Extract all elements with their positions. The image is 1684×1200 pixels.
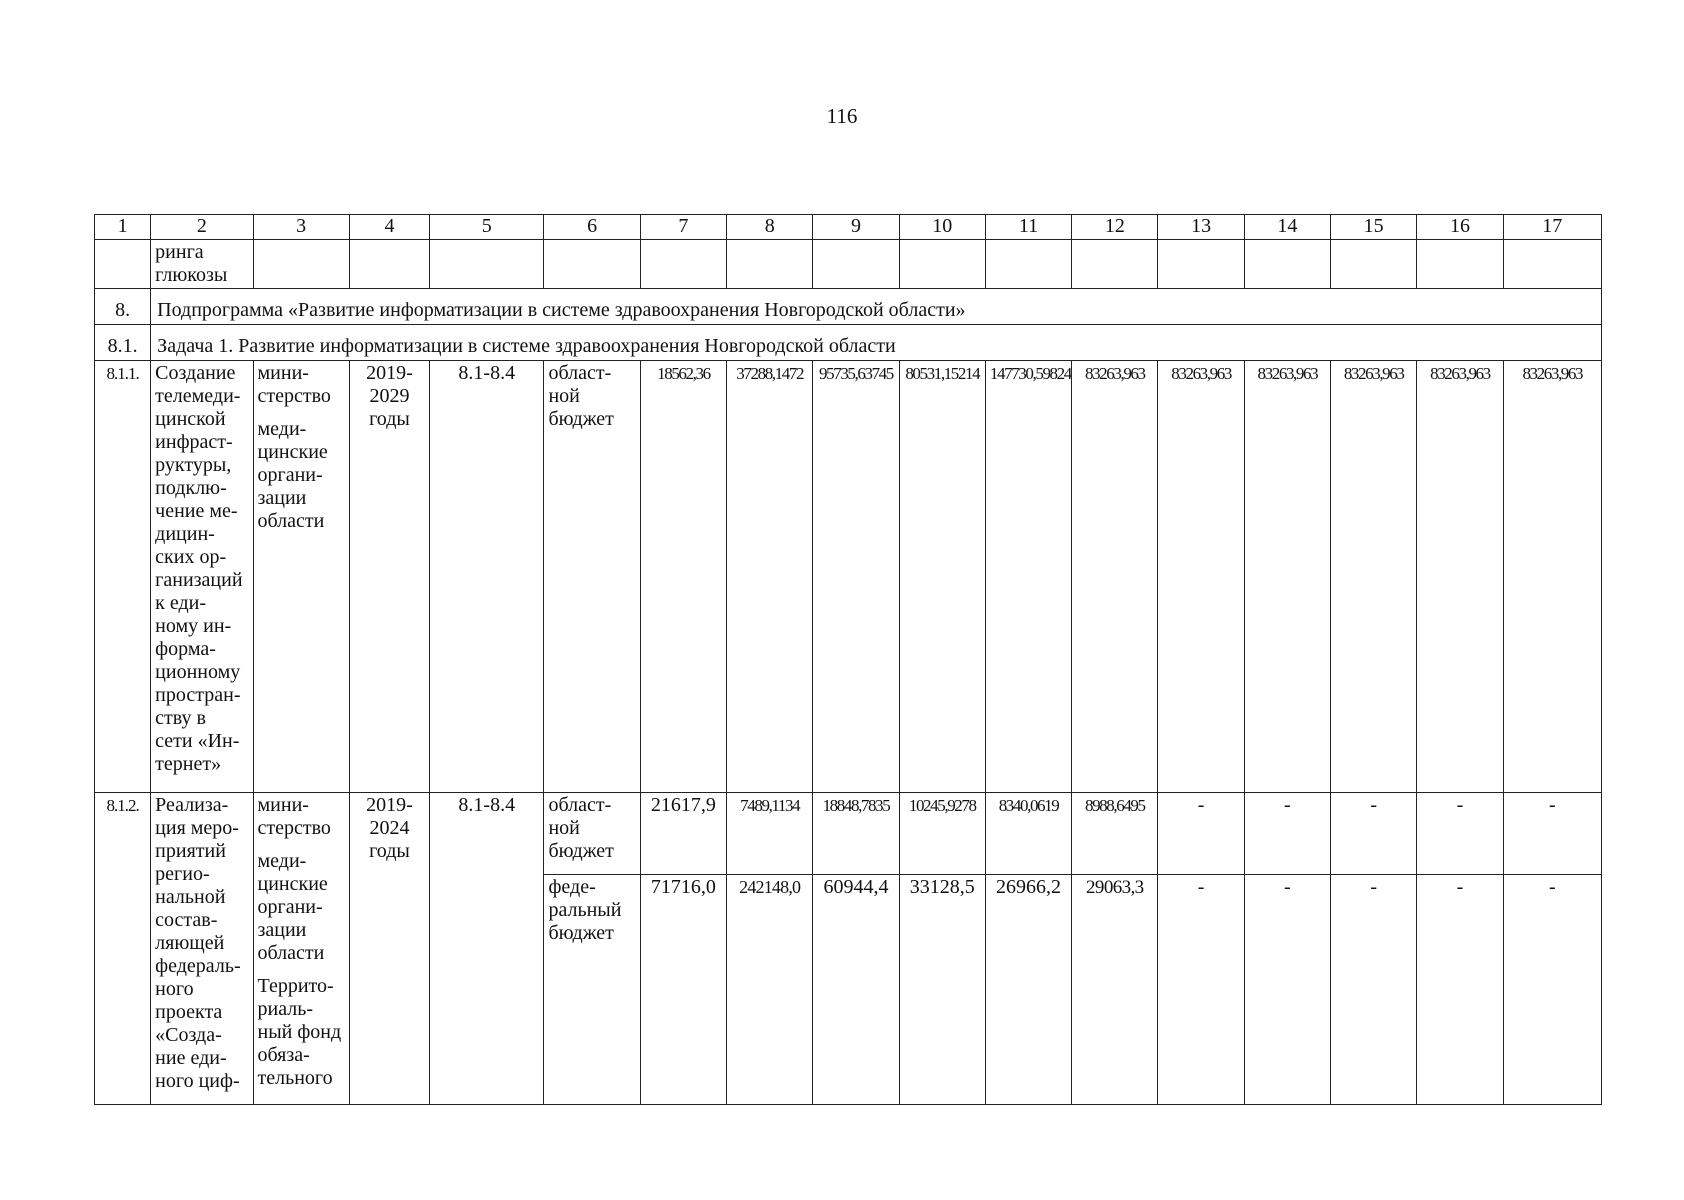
value-cell: 147730,59824	[985, 361, 1071, 793]
col-header: 14	[1244, 215, 1330, 240]
value-cell: 29063,3	[1072, 875, 1158, 1105]
program-table	[94, 214, 1602, 1105]
value-cell: 7489,1134	[727, 793, 813, 875]
section-number: 8.	[95, 289, 151, 325]
value-cell: 71716,0	[640, 875, 726, 1105]
value-cell: -	[1417, 793, 1503, 875]
executor-insurance-fund: Террито- риаль- ный фонд обяза- тельного	[257, 975, 342, 1089]
executor-cell	[253, 361, 349, 793]
col-header: 5	[430, 215, 544, 240]
table-row	[95, 793, 1602, 875]
funding-source: област- ной бюджет	[544, 361, 640, 793]
value-cell: -	[1417, 875, 1503, 1105]
value-cell: 80531,15214	[899, 361, 985, 793]
col-header: 16	[1417, 215, 1503, 240]
activity-name: Реализа- ция меро- приятий регио- нальной состав- ляющей федераль- ного проекта «Созда- ние еди- ного циф-	[151, 793, 253, 1105]
section-title: Подпрограмма «Развитие информатизации в системе здравоохранения Новгородской области»	[151, 289, 1602, 325]
section-row	[95, 289, 1602, 325]
col-header: 1	[95, 215, 151, 240]
table-row	[95, 361, 1602, 793]
value-cell: 18562,36	[640, 361, 726, 793]
task-row	[95, 325, 1602, 361]
row-number: 8.1.2.	[95, 793, 151, 1105]
executor-medical-orgs: меди- цинские органи- зации области	[257, 418, 328, 532]
value-cell: 83263,963	[1331, 361, 1417, 793]
row-number: 8.1.1.	[95, 361, 151, 793]
funding-source: област- ной бюджет	[544, 793, 640, 875]
value-cell: 21617,9	[640, 793, 726, 875]
col-header: 3	[253, 215, 349, 240]
continuation-row	[95, 240, 1602, 289]
col-header: 9	[813, 215, 899, 240]
value-cell: -	[1331, 875, 1417, 1105]
target-indicators: 8.1-8.4	[430, 361, 544, 793]
value-cell: 8988,6495	[1072, 793, 1158, 875]
col-header: 8	[727, 215, 813, 240]
period: 2019- 2024 годы	[349, 793, 429, 1105]
col-header: 11	[985, 215, 1071, 240]
task-title: Задача 1. Развитие информатизации в системе здравоохранения Новгородской области	[151, 325, 1602, 361]
period: 2019- 2029 годы	[349, 361, 429, 793]
value-cell: -	[1244, 875, 1330, 1105]
col-header: 12	[1072, 215, 1158, 240]
col-header: 17	[1503, 215, 1601, 240]
col-header: 13	[1158, 215, 1244, 240]
value-cell: -	[1158, 875, 1244, 1105]
value-cell: 10245,9278	[899, 793, 985, 875]
executor-cell	[253, 793, 349, 1105]
value-cell: 60944,4	[813, 875, 899, 1105]
value-cell: 83263,963	[1417, 361, 1503, 793]
cont-name-cell: ринга глюкозы	[151, 240, 253, 289]
value-cell: 37288,1472	[727, 361, 813, 793]
col-header: 2	[151, 215, 253, 240]
value-cell: -	[1158, 793, 1244, 875]
value-cell: 83263,963	[1072, 361, 1158, 793]
value-cell: 83263,963	[1158, 361, 1244, 793]
funding-source: феде- ральный бюджет	[544, 875, 640, 1105]
value-cell: -	[1503, 875, 1601, 1105]
page-number: 116	[826, 104, 858, 128]
value-cell: 83263,963	[1503, 361, 1601, 793]
executor-ministry: мини- стерство	[257, 794, 331, 839]
col-header: 4	[349, 215, 429, 240]
value-cell: 95735,63745	[813, 361, 899, 793]
value-cell: 26966,2	[985, 875, 1071, 1105]
target-indicators: 8.1-8.4	[430, 793, 544, 1105]
value-cell: -	[1244, 793, 1330, 875]
col-header: 7	[640, 215, 726, 240]
col-header: 10	[899, 215, 985, 240]
value-cell: 18848,7835	[813, 793, 899, 875]
column-number-row	[95, 215, 1602, 240]
task-number: 8.1.	[95, 325, 151, 361]
col-header: 6	[544, 215, 640, 240]
value-cell: 33128,5	[899, 875, 985, 1105]
value-cell: -	[1503, 793, 1601, 875]
value-cell: 83263,963	[1244, 361, 1330, 793]
value-cell: 242148,0	[727, 875, 813, 1105]
value-cell: 8340,0619	[985, 793, 1071, 875]
col-header: 15	[1331, 215, 1417, 240]
executor-medical-orgs: меди- цинские органи- зации области	[257, 850, 328, 964]
value-cell: -	[1331, 793, 1417, 875]
activity-name: Создание телемеди- цинской инфраст- руктуры, подклю- чение ме- дицин- ских ор- ганизаций к еди- ному ин- форма- ционному простран- ству в сети «Ин- тернет»	[151, 361, 253, 793]
executor-ministry: мини- стерство	[257, 362, 331, 407]
